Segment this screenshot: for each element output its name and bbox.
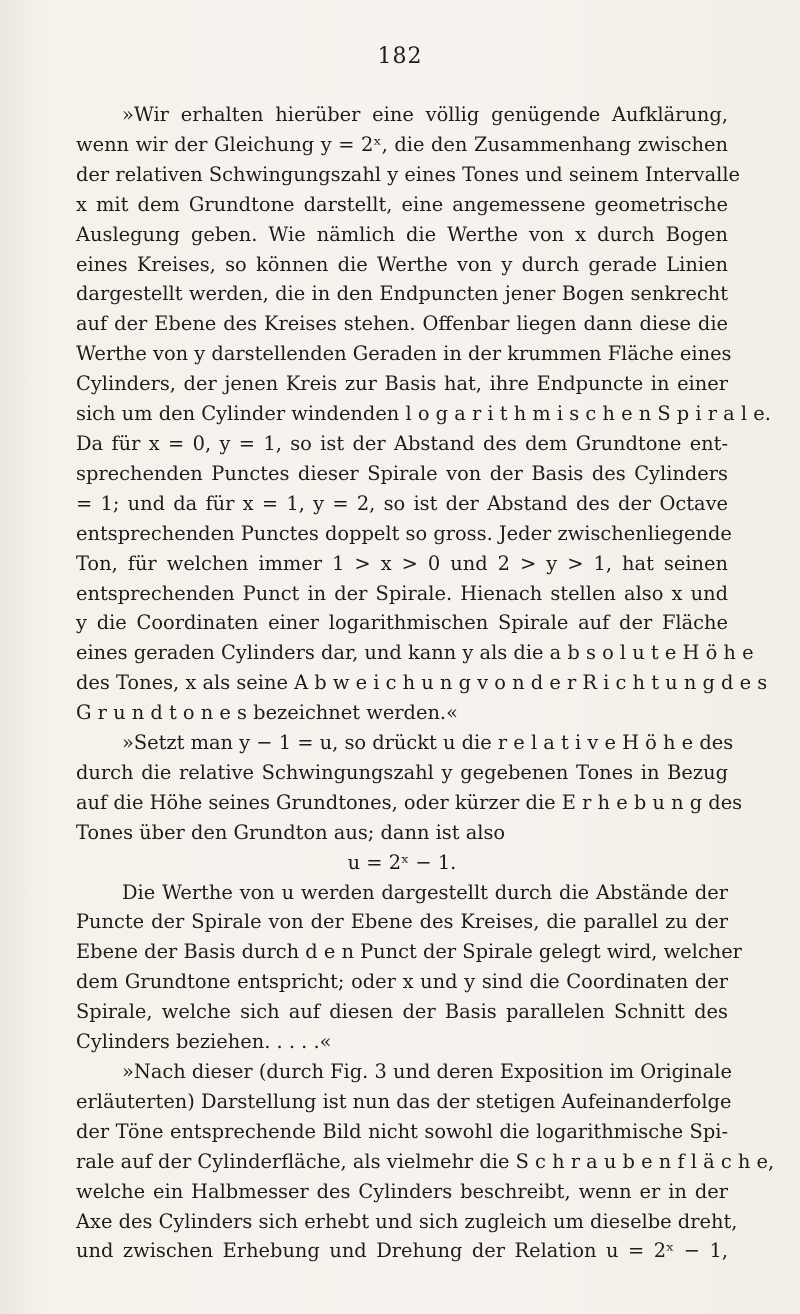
- text-line: wenn wir der Gleichung y = 2ˣ, die den Zusammenhang zwischen: [76, 132, 728, 156]
- text-line: Auslegung geben. Wie nämlich die Werthe von x durch Bogen: [76, 222, 728, 246]
- text-line: dem Grundtone entspricht; oder x und y sind die Coordinaten der: [76, 970, 728, 994]
- text-line: der relativen Schwingungszahl y eines Tones und seinem Intervalle: [76, 162, 741, 186]
- text-line: erläuterten) Darstellung ist nun das der stetigen Aufeinanderfolge: [76, 1089, 732, 1113]
- text-line: Ton, für welchen immer 1 > x > 0 und 2 > y > 1, hat seinen: [76, 551, 728, 575]
- text-line: und zwischen Erhebung und Drehung der Relation u = 2ˣ − 1,: [76, 1239, 728, 1263]
- page-number: 182: [377, 44, 423, 69]
- text-line: durch die relative Schwingungszahl y gegebenen Tones in Bezug: [76, 760, 728, 784]
- text-line: Ebene der Basis durch d e n Punct der Spirale gelegt wird, welcher: [76, 940, 742, 964]
- text-line: x mit dem Grundtone darstellt, eine angemessene geometrische: [76, 192, 728, 216]
- text-line: Tones über den Grundton aus; dann ist also: [76, 820, 506, 844]
- text-line: Axe des Cylinders sich erhebt und sich zugleich um dieselbe dreht,: [76, 1209, 738, 1233]
- text-line: Da für x = 0, y = 1, so ist der Abstand des dem Grundtone ent-: [76, 431, 728, 455]
- text-line: der Töne entsprechende Bild nicht sowohl die logarithmische Spi-: [76, 1119, 728, 1143]
- text-line: Werthe von y darstellenden Geraden in der krummen Fläche eines: [76, 342, 732, 366]
- text-line: auf die Höhe seines Grundtones, oder kürzer die E r h e b u n g des: [76, 790, 743, 814]
- text-line: Puncte der Spirale von der Ebene des Kreises, die parallel zu der: [76, 910, 728, 934]
- text-line: des Tones, x als seine A b w e i c h u n g v o n d e r R i c h t u n g d e s: [76, 671, 768, 695]
- text-line: entsprechenden Punctes doppelt so gross. Jeder zwischenliegende: [76, 521, 732, 545]
- text-line: entsprechenden Punct in der Spirale. Hienach stellen also x und: [76, 581, 728, 605]
- text-line: »Setzt man y − 1 = u, so drückt u die r e l a t i v e H ö h e des: [122, 731, 734, 755]
- text-line: auf der Ebene des Kreises stehen. Offenbar liegen dann diese die: [76, 312, 728, 336]
- text-line: »Wir erhalten hierüber eine völlig genügende Aufklärung,: [122, 103, 728, 126]
- text-line: Die Werthe von u werden dargestellt durch die Abstände der: [122, 880, 728, 904]
- text-line: eines Kreises, so können die Werthe von y durch gerade Linien: [76, 252, 728, 276]
- text-line: eines geraden Cylinders dar, und kann y als die a b s o l u t e H ö h e: [76, 641, 754, 665]
- text-line: y die Coordinaten einer logarithmischen Spirale auf der Fläche: [76, 611, 728, 635]
- formula-line: u = 2ˣ − 1.: [347, 850, 457, 874]
- text-line: sprechenden Punctes dieser Spirale von der Basis des Cylinders: [76, 461, 728, 485]
- text-line: Cylinders beziehen. . . . .«: [76, 1030, 332, 1054]
- body-text: [76, 100, 775, 1266]
- text-line: G r u n d t o n e s bezeichnet werden.«: [76, 701, 458, 725]
- text-line: = 1; und da für x = 1, y = 2, so ist der Abstand des der Octave: [76, 491, 728, 515]
- text-line: rale auf der Cylinderfläche, als vielmehr die S c h r a u b e n f l ä c h e,: [76, 1149, 775, 1173]
- text-line: sich um den Cylinder windenden l o g a r i t h m i s c h e n S p i r a l e.: [76, 402, 771, 426]
- text-line: »Nach dieser (durch Fig. 3 und deren Exposition im Originale: [122, 1060, 732, 1083]
- text-line: welche ein Halbmesser des Cylinders beschreibt, wenn er in der: [76, 1179, 728, 1203]
- text-line: Cylinders, der jenen Kreis zur Basis hat, ihre Endpuncte in einer: [76, 372, 728, 396]
- text-line: Spirale, welche sich auf diesen der Basis parallelen Schnitt des: [76, 1000, 728, 1024]
- text-line: dargestellt werden, die in den Endpuncten jener Bogen senkrecht: [76, 282, 728, 306]
